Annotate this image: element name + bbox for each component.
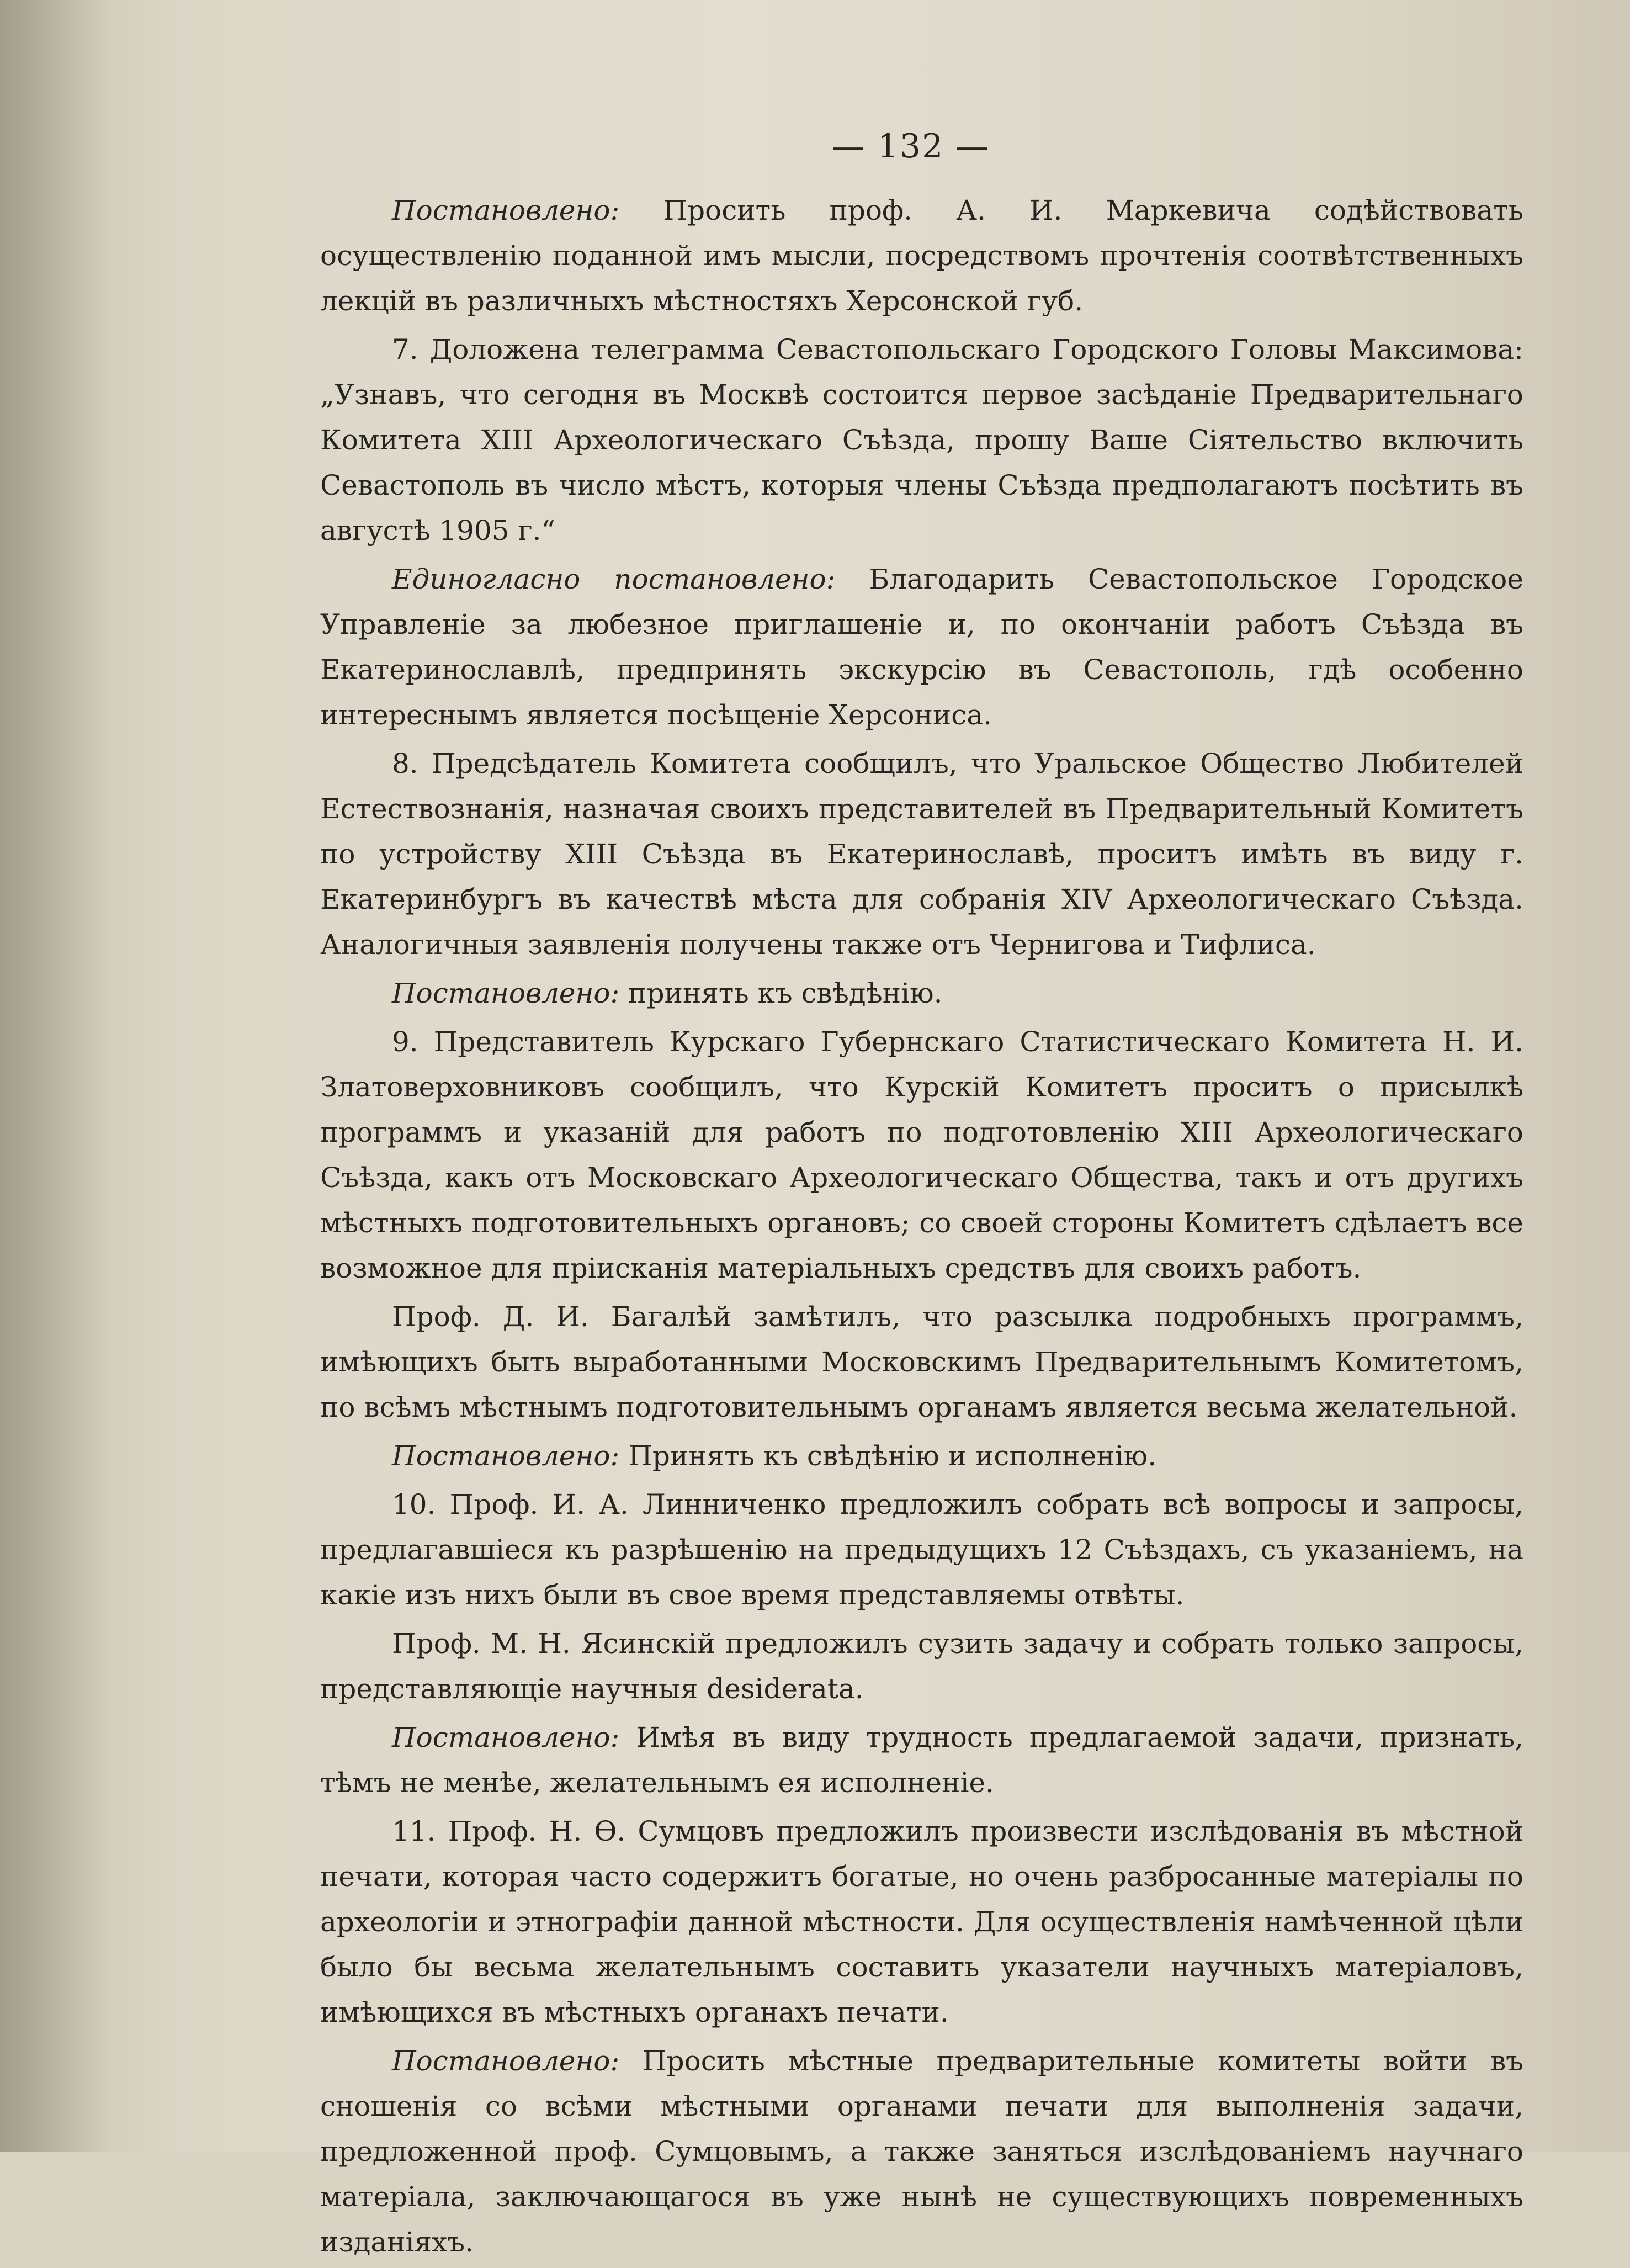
paragraph-text: 9. Представитель Курскаго Губернскаго Статистическаго Комитета Н. И. Златоверховниковъ сообщилъ, что Курскій Комитетъ проситъ о присылкѣ программъ и указаній для работъ по подготовленію XIII Археологическаго Съѣзда, какъ отъ Московскаго Археологическаго Общества, такъ и отъ другихъ мѣстныхъ подготовительныхъ органовъ; со своей стороны Комитетъ сдѣлаетъ все возможное для пріисканія матеріальныхъ средствъ для своихъ работъ. bbox=[320, 1026, 1523, 1284]
paragraph bbox=[320, 557, 1523, 738]
paragraph bbox=[320, 741, 1523, 967]
paragraph bbox=[320, 1809, 1523, 2035]
paragraph-text: 8. Предсѣдатель Комитета сообщилъ, что Уральское Общество Любителей Естествознанія, назначая своихъ представителей въ Предварительный Комитетъ по устройству XIII Съѣзда въ Екатеринославѣ, проситъ имѣть въ виду г. Екатеринбургъ въ качествѣ мѣста для собранія XIV Археологическаго Съѣзда. Аналогичныя заявленія получены также отъ Чернигова и Тифлиса. bbox=[320, 748, 1523, 961]
paragraph bbox=[320, 1433, 1523, 1479]
paragraph-text: Просить мѣстные предварительные комитеты войти въ сношенія со всѣми мѣстными органами печати для выполненія задачи, предложенной проф. Сумцовымъ, а также заняться изслѣдованіемъ научнаго матеріала, заключающагося въ уже нынѣ не существующихъ повременныхъ изданіяхъ. bbox=[320, 2045, 1523, 2258]
paragraph-text: 7. Доложена телеграмма Севастопольскаго Городского Головы Максимова: „Узнавъ, что сегодня въ Москвѣ состоится первое засѣданіе Предварительнаго Комитета XIII Археологическаго Съѣзда, прошу Ваше Сіятельство включить Севастополь въ число мѣстъ, которыя члены Съѣзда предполагаютъ посѣтить въ августѣ 1905 г.“ bbox=[320, 333, 1523, 547]
paragraph-text: Принять къ свѣдѣнію и исполненію. bbox=[619, 1440, 1157, 1472]
paragraph-text: принять къ свѣдѣнію. bbox=[619, 977, 943, 1009]
page-number: — 132 — bbox=[831, 127, 990, 166]
paragraph-text: Просить проф. А. И. Маркевича содѣйствовать осуществленію поданной имъ мысли, посредствомъ прочтенія соотвѣтственныхъ лекцій въ различныхъ мѣстностяхъ Херсонской губ. bbox=[320, 194, 1523, 317]
resolution-label: Постановлено: bbox=[392, 977, 620, 1009]
paragraph bbox=[320, 1621, 1523, 1711]
binding-shadow bbox=[0, 0, 110, 2152]
resolution-label: Постановлено: bbox=[392, 2045, 620, 2077]
paragraph bbox=[320, 2038, 1523, 2265]
resolution-label: Постановлено: bbox=[392, 194, 620, 226]
paragraph bbox=[320, 971, 1523, 1016]
page-body bbox=[320, 188, 1523, 2268]
paragraph bbox=[320, 188, 1523, 324]
paragraph bbox=[320, 327, 1523, 553]
paragraph-text: Имѣя въ виду трудность предлагаемой задачи, признать, тѣмъ не менѣе, желательнымъ ея исполненіе. bbox=[320, 1721, 1523, 1799]
paragraph-text: 11. Проф. Н. Ѳ. Сумцовъ предложилъ произвести изслѣдованія въ мѣстной печати, которая часто содержитъ богатые, но очень разбросанные матеріалы по археологіи и этнографіи данной мѣстности. Для осуществленія намѣченной цѣли было бы весьма желательнымъ составить указатели научныхъ матеріаловъ, имѣющихся въ мѣстныхъ органахъ печати. bbox=[320, 1815, 1523, 2028]
resolution-label: Постановлено: bbox=[392, 1721, 620, 1753]
paragraph-text: 10. Проф. И. А. Линниченко предложилъ собрать всѣ вопросы и запросы, предлагавшіеся къ разрѣшенію на предыдущихъ 12 Съѣздахъ, съ указаніемъ, на какіе изъ нихъ были въ свое время представляемы отвѣты. bbox=[320, 1488, 1523, 1611]
resolution-label: Постановлено: bbox=[392, 1440, 620, 1472]
resolution-label: Единогласно постановлено: bbox=[392, 563, 836, 595]
paragraph-text: Проф. Д. И. Багалѣй замѣтилъ, что разсылка подробныхъ программъ, имѣющихъ быть выработанными Московскимъ Предварительнымъ Комитетомъ, по всѣмъ мѣстнымъ подготовительнымъ органамъ является весьма желательной. bbox=[320, 1301, 1523, 1423]
paragraph bbox=[320, 1482, 1523, 1618]
paragraph-text: Проф. М. Н. Ясинскій предложилъ сузить задачу и собрать только запросы, представляющіе научныя desiderata. bbox=[320, 1628, 1523, 1705]
paragraph-text: Благодарить Севастопольское Городское Управленіе за любезное приглашеніе и, по окончаніи работъ Съѣзда въ Екатеринославлѣ, предпринять экскурсію въ Севастополь, гдѣ особенно интереснымъ является посѣщеніе Херсониса. bbox=[320, 563, 1523, 731]
paragraph bbox=[320, 1715, 1523, 1805]
paragraph bbox=[320, 1019, 1523, 1291]
paragraph bbox=[320, 1294, 1523, 1430]
